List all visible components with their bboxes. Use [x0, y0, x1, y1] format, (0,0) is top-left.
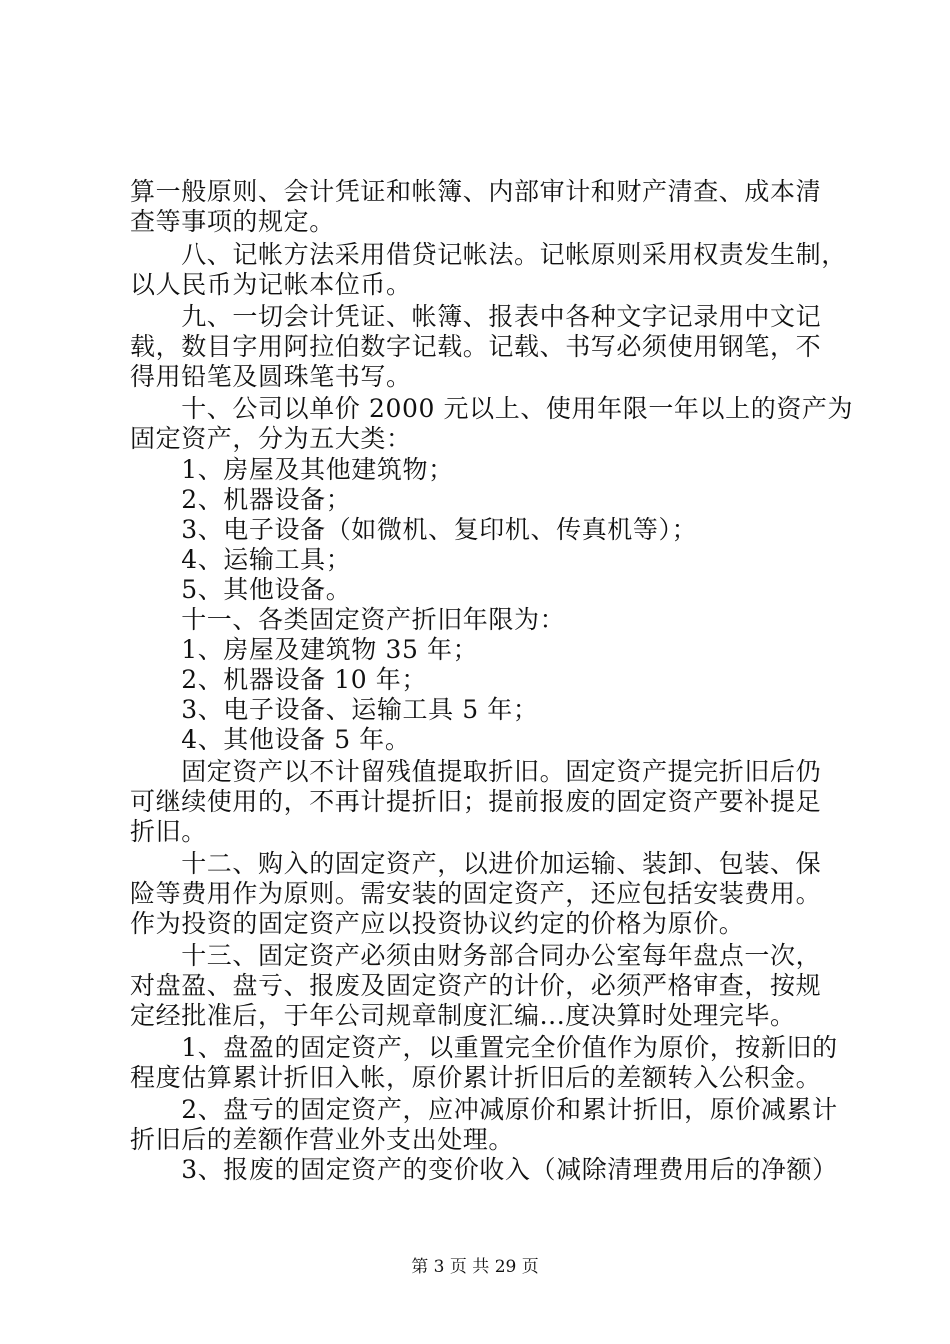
page-footer: 第 3 页 共 29 页: [411, 1257, 539, 1277]
text-line: 九、一切会计凭证、帐簿、报表中各种文字记录用中文记: [130, 302, 822, 331]
text-line: 折旧。: [130, 817, 207, 846]
text-line: 固定资产以不计留残值提取折旧。固定资产提完折旧后仍: [130, 757, 822, 786]
text-line: 固定资产，分为五大类：: [130, 424, 412, 453]
text-line: 十、公司以单价 2000 元以上、使用年限一年以上的资产为: [130, 394, 854, 423]
text-line: 2、盘亏的固定资产，应冲减原价和累计折旧，原价减累计: [130, 1095, 838, 1124]
text-line: 3、电子设备（如微机、复印机、传真机等）；: [130, 515, 698, 544]
text-line: 3、电子设备、运输工具 5 年；: [130, 695, 539, 724]
text-line: 得用铅笔及圆珠笔书写。: [130, 362, 412, 391]
text-line: 十一、各类固定资产折旧年限为：: [130, 605, 566, 634]
text-line: 3、报废的固定资产的变价收入（减除清理费用后的净额）: [130, 1155, 838, 1184]
text-line: 十三、固定资产必须由财务部合同办公室每年盘点一次，: [130, 941, 822, 970]
text-line: 载，数目字用阿拉伯数字记载。记载、书写必须使用钢笔，不: [130, 332, 822, 361]
text-line: 4、运输工具；: [130, 545, 352, 574]
text-line: 程度估算累计折旧入帐，原价累计折旧后的差额转入公积金。: [130, 1063, 822, 1092]
text-line: 折旧后的差额作营业外支出处理。: [130, 1125, 515, 1154]
text-line: 险等费用作为原则。需安装的固定资产，还应包括安装费用。: [130, 879, 822, 908]
text-line: 1、房屋及其他建筑物；: [130, 455, 454, 484]
text-line: 5、其他设备。: [130, 575, 352, 604]
text-line: 算一般原则、会计凭证和帐簿、内部审计和财产清查、成本清: [130, 177, 822, 206]
text-line: 十二、购入的固定资产，以进价加运输、装卸、包装、保: [130, 849, 822, 878]
text-line: 作为投资的固定资产应以投资协议约定的价格为原价。: [130, 909, 745, 938]
text-line: 定经批准后，于年公司规章制度汇编...度决算时处理完毕。: [130, 1001, 796, 1030]
text-line: 对盘盈、盘亏、报废及固定资产的计价，必须严格审查，按规: [130, 971, 822, 1000]
text-line: 2、机器设备 10 年；: [130, 665, 428, 694]
text-line: 2、机器设备；: [130, 485, 352, 514]
text-line: 4、其他设备 5 年。: [130, 725, 411, 754]
text-line: 1、房屋及建筑物 35 年；: [130, 635, 479, 664]
text-line: 以人民币为记帐本位币。: [130, 270, 412, 299]
text-line: 可继续使用的，不再计提折旧；提前报废的固定资产要补提足: [130, 787, 822, 816]
text-line: 八、记帐方法采用借贷记帐法。记帐原则采用权责发生制，: [130, 240, 847, 269]
text-line: 1、盘盈的固定资产，以重置完全价值作为原价，按新旧的: [130, 1033, 838, 1062]
text-line: 查等事项的规定。: [130, 207, 335, 236]
